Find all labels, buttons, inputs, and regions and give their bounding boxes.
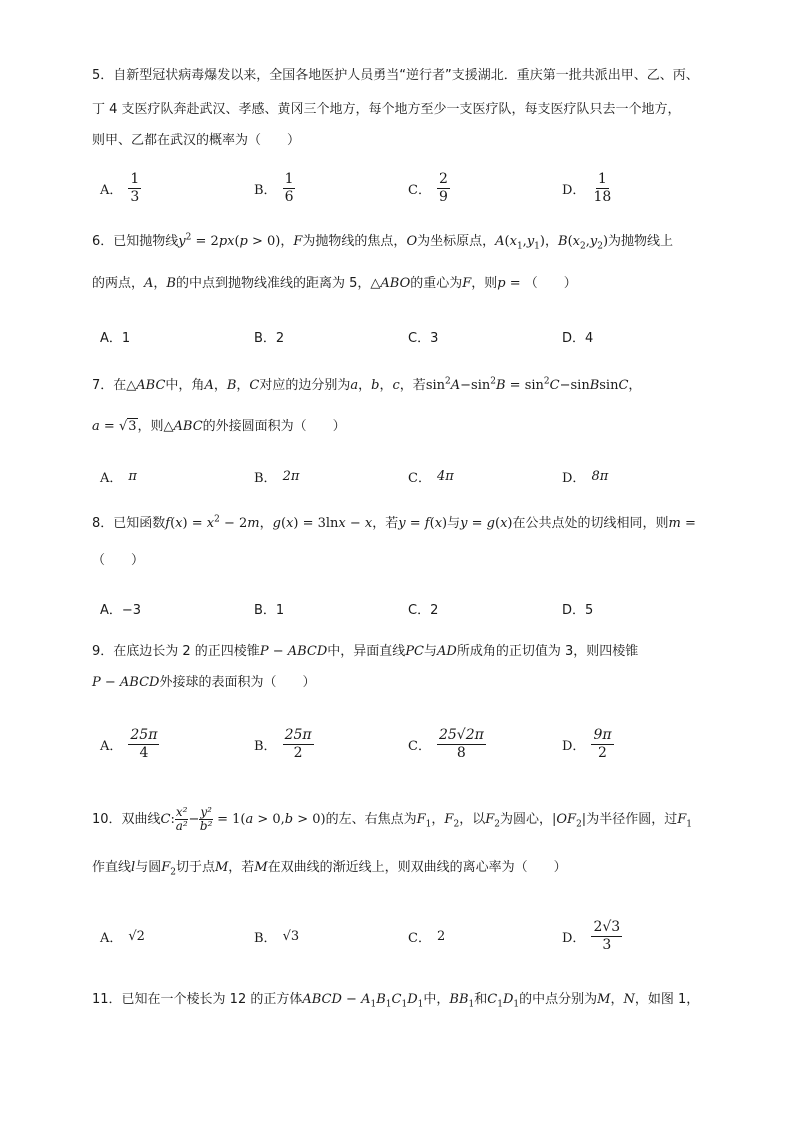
q8-option-d[interactable]: D．5 — [562, 602, 594, 618]
q10-option-a[interactable]: A． √2 — [100, 928, 145, 946]
q10-option-c[interactable]: C． 2 — [408, 928, 446, 946]
q9-option-b[interactable]: B． $\frac{25\pi}{2}$ — [254, 726, 312, 761]
q7-line-1: 7．在△ABC中，角A，B，C对应的边分别为a，b，c，若$\sin^2A-\sin^2B$ = $\sin^2C-sinBsinC$， — [92, 376, 642, 393]
q8-option-a[interactable]: A．−3 — [100, 602, 142, 618]
q6-line-1: 6．已知抛物线$y^2 = 2px(p > 0)$，F为抛物线的焦点，O为坐标原点，$A(x_1,y_1)$，$B(x_2,y_2)$为抛物线上 — [92, 232, 674, 252]
q5-line-1: 5．自新型冠状病毒爆发以来，全国各地医护人员勇当“逆行者”支援湖北．重庆第一批共派出甲、乙、丙、 — [92, 68, 699, 83]
q9-line-1: 9．在底边长为 2 的正四棱锥P − ABCD中，异面直线PC与AD所成角的正切值为 3，则四棱锥 — [92, 644, 639, 659]
q7-option-a[interactable]: A． π — [100, 468, 137, 486]
q5-option-c[interactable]: C． $\frac{2}{9}$ — [408, 170, 448, 205]
q5-option-b[interactable]: B． $\frac{1}{6}$ — [254, 170, 294, 205]
q8-option-b[interactable]: B．1 — [254, 602, 285, 618]
q5-line-3: 则甲、乙都在武汉的概率为（ ） — [92, 133, 301, 148]
q7-line-2: a = √3，则△ABC的外接圆面积为（ ） — [92, 419, 346, 434]
q6-option-b[interactable]: B．2 — [254, 330, 285, 346]
q7-option-b[interactable]: B． 2π — [254, 468, 300, 486]
q6-option-a[interactable]: A．1 — [100, 330, 131, 346]
q9-option-d[interactable]: D． $\frac{9\pi}{2}$ — [562, 726, 612, 761]
q6-line-2: 的两点，A，B的中点到抛物线准线的距离为 5，△ABO的重心为F，则p = （ ） — [92, 276, 577, 291]
q7-option-d[interactable]: D． 8π — [562, 468, 609, 486]
q6-option-c[interactable]: C．3 — [408, 330, 439, 346]
q9-line-2: P − ABCD外接球的表面积为（ ） — [92, 675, 316, 690]
q10-line-1: 10．双曲线C: $\frac{\text{x²}}{\text{a²}}$ − $\frac{\text{y²}}{\text{b²}}$ = 1(a > 0,b > 0)的左、右焦点为$F_1$，$F_2$，以$F_2$为圆心，$|OF_2|$为半径作圆，过$F_1$ — [92, 805, 692, 833]
q10-line-2: 作直线l与圆$F_2$切于点M，若M在双曲线的渐近线上，则双曲线的离心率为（ ） — [92, 860, 567, 878]
q7-option-c[interactable]: C． 4π — [408, 468, 454, 486]
q8-line-2: （ ） — [92, 553, 145, 568]
q5-option-a[interactable]: A． $\frac{1}{3}$ — [100, 170, 140, 205]
q11-line-1: 11．已知在一个棱长为 12 的正方体ABCD − $A_1B_1C_1D_1$中，$BB_1$和$C_1D_1$的中点分别为M，N，如图 1， — [92, 992, 700, 1010]
q10-option-b[interactable]: B． √3 — [254, 928, 300, 946]
q8-line-1: 8．已知函数$f(x) = x^2 - 2m$，g(x) = 3lnx − x，若y = f(x)与y = g(x)在公共点处的切线相同，则m = — [92, 514, 696, 531]
q9-option-c[interactable]: C． $\frac{25√2\pi}{8}$ — [408, 726, 484, 761]
q5-option-d[interactable]: D． $\frac{1}{18}$ — [562, 170, 612, 205]
q10-option-d[interactable]: D． $\frac{2√3}{3}$ — [562, 918, 621, 953]
q6-option-d[interactable]: D．4 — [562, 330, 594, 346]
q8-option-c[interactable]: C．2 — [408, 602, 439, 618]
q9-option-a[interactable]: A． $\frac{25\pi}{4}$ — [100, 726, 158, 761]
q5-line-2: 丁 4 支医疗队奔赴武汉、孝感、黄冈三个地方，每个地方至少一支医疗队，每支医疗队只去一个地方， — [92, 102, 681, 117]
